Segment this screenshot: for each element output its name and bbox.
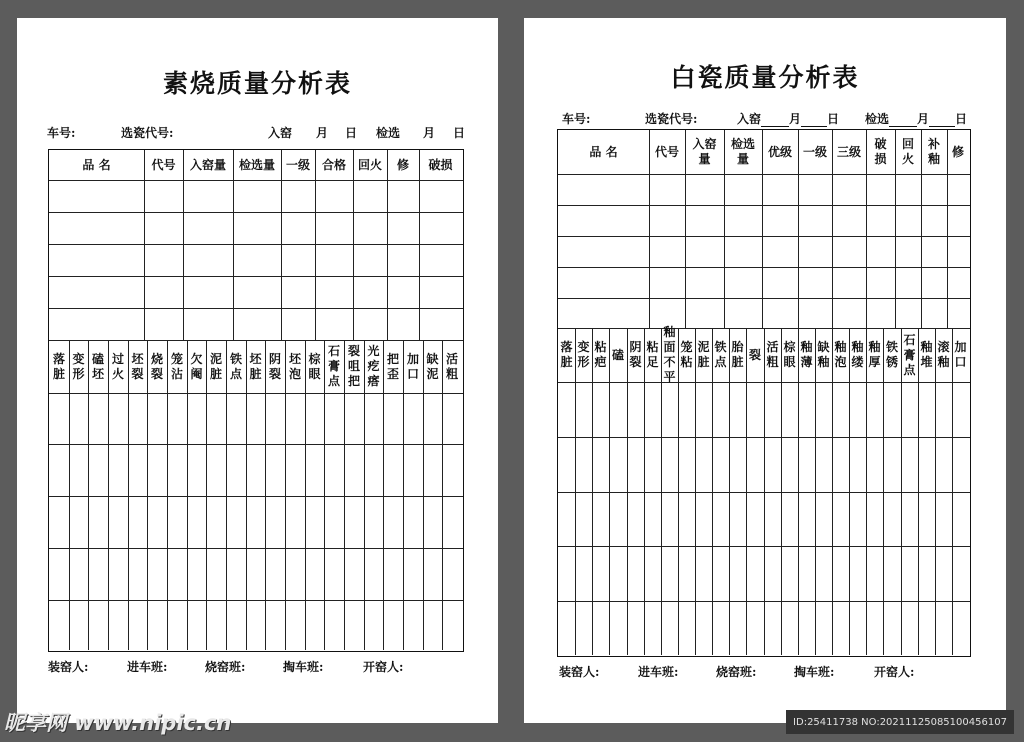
- defect-header-cell: [746, 328, 764, 382]
- header-cell-label: 入窑 量: [692, 137, 717, 166]
- header-cell: [921, 130, 947, 174]
- defect-header-cell: [644, 328, 661, 382]
- defect-header-cell-label: 坯 泡: [288, 351, 301, 381]
- header-cell: [387, 150, 419, 180]
- header-cell-label: 回火: [357, 157, 382, 172]
- header-cell-label: 入窑量: [189, 157, 226, 172]
- sheet2-in-kiln-day-blank[interactable]: [801, 115, 827, 127]
- header-cell-label: 检选量: [238, 157, 275, 172]
- defect-header-cell-label: 光 疙 瘩: [367, 344, 380, 388]
- defect-header-cell-label: 加 口: [954, 340, 967, 369]
- row-rule: [49, 548, 463, 549]
- defect-header-cell-label: 坯 脏: [249, 351, 262, 381]
- sheet2-car-no-label: 车号:: [562, 112, 591, 126]
- header-cell-label: 破 损: [874, 137, 887, 166]
- header-cell: [144, 150, 183, 180]
- header-cell: [832, 130, 866, 174]
- defect-header-cell-label: 铁 点: [714, 340, 727, 369]
- sheet1-title: 素烧质量分析表: [162, 69, 352, 98]
- defect-header-cell-label: 磕: [611, 347, 624, 362]
- header-cell-label: 优级: [767, 144, 792, 159]
- header-cell: [866, 130, 895, 174]
- sheet-bisque-quality-form: [17, 18, 498, 723]
- defect-header-cell: [364, 340, 383, 393]
- defect-header-cell: [849, 328, 866, 382]
- header-cell-label: 代号: [151, 157, 176, 172]
- defect-header-cell-label: 缺 釉: [817, 340, 830, 369]
- row-rule: [49, 308, 463, 309]
- sheet2-footer-opener: 开窑人:: [874, 665, 915, 679]
- row-rule: [558, 267, 970, 268]
- sheet1-selector-code-label: 选瓷代号:: [121, 126, 174, 140]
- header-cell: [183, 150, 233, 180]
- defect-header-cell-label: 活 粗: [445, 351, 458, 381]
- header-cell: [315, 150, 353, 180]
- sheet1-inspect-day: 日: [453, 126, 466, 140]
- sheet2-footer-car-in: 进车班:: [638, 665, 679, 679]
- defect-header-cell-label: 釉 薄: [800, 340, 813, 369]
- header-cell: [49, 150, 144, 180]
- defect-header-cell: [575, 328, 592, 382]
- defect-header-cell-label: 胎 脏: [731, 340, 744, 369]
- sheet2-title: 白瓷质量分析表: [670, 63, 860, 92]
- header-cell-label: 一级: [285, 157, 310, 172]
- row-rule: [49, 600, 463, 601]
- defect-header-cell: [558, 328, 575, 382]
- defect-header-cell: [764, 328, 781, 382]
- row-rule: [49, 276, 463, 277]
- sheet2-footer-loader: 装窑人:: [559, 665, 600, 679]
- defect-header-cell-label: 笼 沾: [170, 351, 183, 381]
- sheet1-footer-firing: 烧窑班:: [205, 660, 246, 674]
- defect-header-cell-label: 笼 粘: [680, 340, 693, 369]
- defect-header-cell: [226, 340, 246, 393]
- sheet2-inspect-label: 检选: [865, 112, 890, 126]
- defect-header-cell-label: 阴 裂: [268, 351, 281, 381]
- defect-header-cell: [403, 340, 423, 393]
- defect-header-cell: [442, 340, 462, 393]
- defect-header-cell: [49, 340, 69, 393]
- header-cell: [419, 150, 462, 180]
- sheet2-in-kiln-month-blank[interactable]: [761, 115, 789, 127]
- defect-header-cell-label: 坯 裂: [131, 351, 144, 381]
- sheet2-inspect-month: 月: [917, 112, 930, 126]
- defect-header-cell: [798, 328, 815, 382]
- sheet2-inspect-month-blank[interactable]: [889, 115, 917, 127]
- defect-header-cell: [423, 340, 442, 393]
- sheet2-inspect-day: 日: [955, 112, 968, 126]
- defect-header-cell-label: 石 膏 点: [327, 344, 340, 388]
- row-rule: [49, 393, 463, 394]
- defect-header-cell-label: 过 火: [111, 351, 124, 381]
- sheet1-in-kiln-label: 入窑: [268, 126, 293, 140]
- header-cell: [895, 130, 921, 174]
- defect-header-cell-label: 石 膏 点: [903, 332, 916, 377]
- row-rule: [49, 244, 463, 245]
- defect-header-cell: [935, 328, 952, 382]
- sheet2-selector-code-label: 选瓷代号:: [645, 112, 698, 126]
- sheet1-inspect-month: 月: [423, 126, 436, 140]
- defect-header-cell: [678, 328, 695, 382]
- defect-header-cell-label: 变 形: [577, 340, 590, 369]
- header-cell-label: 品 名: [82, 157, 111, 172]
- defect-header-cell: [187, 340, 206, 393]
- defect-header-cell: [305, 340, 324, 393]
- defect-header-cell: [815, 328, 832, 382]
- row-rule: [558, 298, 970, 299]
- header-cell-label: 三级: [836, 144, 861, 159]
- sheet2-in-kiln-day: 日: [827, 112, 840, 126]
- header-cell: [685, 130, 724, 174]
- sheet1-table: [48, 149, 464, 652]
- sheet1-footer-car-in: 进车班:: [127, 660, 168, 674]
- sheet1-footer-car-out: 掏车班:: [283, 660, 324, 674]
- header-cell-label: 修: [951, 144, 964, 159]
- defect-header-cell: [729, 328, 746, 382]
- defect-header-cell-label: 裂: [748, 347, 761, 362]
- defect-header-cell: [206, 340, 226, 393]
- defect-header-cell: [246, 340, 265, 393]
- defect-header-cell: [592, 328, 609, 382]
- defect-header-cell-label: 铁 点: [229, 351, 242, 381]
- header-cell: [947, 130, 969, 174]
- sheet-white-porcelain-quality-form: [524, 18, 1006, 723]
- header-cell: [762, 130, 798, 174]
- header-cell-label: 合格: [321, 157, 346, 172]
- defect-header-cell-label: 釉 堆: [920, 340, 933, 369]
- defect-header-cell: [832, 328, 849, 382]
- defect-header-cell: [344, 340, 364, 393]
- row-rule: [49, 444, 463, 445]
- defect-header-cell: [108, 340, 128, 393]
- defect-header-cell-label: 滚 釉: [937, 340, 950, 369]
- header-cell-label: 一级: [802, 144, 827, 159]
- row-rule: [49, 496, 463, 497]
- sheet2-footer-firing: 烧窑班:: [716, 665, 757, 679]
- image-id-badge: ID:25411738 NO:20211125085100456107: [786, 710, 1014, 734]
- defect-header-cell: [285, 340, 305, 393]
- sheet2-inspect-row: [865, 110, 967, 127]
- defect-header-cell: [883, 328, 901, 382]
- defect-header-cell-label: 泥 脏: [697, 340, 710, 369]
- header-cell-label: 回 火: [901, 137, 914, 166]
- header-cell-label: 修: [396, 157, 409, 172]
- sheet2-in-kiln-label: 入窑: [737, 112, 762, 126]
- sheet2-in-kiln-month: 月: [789, 112, 802, 126]
- sheet1-in-kiln-month: 月: [316, 126, 329, 140]
- defect-header-cell: [952, 328, 969, 382]
- defect-header-cell-label: 落 脏: [52, 351, 65, 381]
- header-cell: [649, 130, 685, 174]
- defect-header-cell-label: 磕 坯: [91, 351, 104, 381]
- defect-header-cell-label: 棕 眼: [308, 351, 321, 381]
- defect-header-cell: [265, 340, 285, 393]
- defect-header-cell: [324, 340, 344, 393]
- header-cell-label: 破损: [428, 157, 453, 172]
- row-rule: [558, 174, 970, 175]
- defect-header-cell: [901, 328, 918, 382]
- defect-header-cell: [695, 328, 712, 382]
- defect-header-cell-label: 加 口: [406, 351, 419, 381]
- defect-header-cell: [383, 340, 403, 393]
- defect-header-cell-label: 阴 裂: [629, 340, 642, 369]
- header-cell-label: 检选 量: [730, 137, 755, 166]
- sheet2-table: [557, 129, 971, 657]
- defect-header-cell: [866, 328, 883, 382]
- defect-header-cell-label: 变 形: [72, 351, 85, 381]
- sheet1-car-no-label: 车号:: [47, 126, 76, 140]
- header-cell-label: 代号: [654, 144, 679, 159]
- header-cell-label: 品 名: [589, 144, 618, 159]
- defect-header-cell-label: 活 粗: [766, 340, 779, 369]
- defect-header-cell-label: 釉 泡: [834, 340, 847, 369]
- defect-header-cell: [918, 328, 935, 382]
- sheet2-inspect-day-blank[interactable]: [929, 115, 955, 127]
- header-cell: [353, 150, 387, 180]
- defect-header-cell-label: 粘 足: [646, 340, 659, 369]
- defect-header-cell: [627, 328, 644, 382]
- header-cell: [798, 130, 832, 174]
- defect-header-cell-label: 落 脏: [560, 340, 573, 369]
- defect-header-cell-label: 铁 锈: [885, 340, 898, 369]
- defect-header-cell-label: 泥 脏: [209, 351, 222, 381]
- defect-header-cell-label: 把 歪: [386, 351, 399, 381]
- sheet1-inspect-label: 检选: [376, 126, 401, 140]
- header-cell: [233, 150, 281, 180]
- defect-header-cell-label: 缺 泥: [426, 351, 439, 381]
- row-rule: [49, 180, 463, 181]
- row-rule: [558, 236, 970, 237]
- sheet2-in-kiln-row: [737, 110, 839, 127]
- defect-header-cell-label: 釉 缕: [851, 340, 864, 369]
- header-cell: [558, 130, 649, 174]
- sheet2-footer-car-out: 掏车班:: [794, 665, 835, 679]
- defect-header-cell: [661, 325, 678, 384]
- header-cell: [724, 130, 762, 174]
- header-cell: [281, 150, 315, 180]
- defect-header-cell-label: 釉 厚: [868, 340, 881, 369]
- defect-header-cell: [88, 340, 108, 393]
- defect-header-cell: [781, 328, 798, 382]
- defect-header-cell: [167, 340, 187, 393]
- defect-header-cell: [69, 340, 88, 393]
- row-rule: [49, 212, 463, 213]
- row-rule: [558, 205, 970, 206]
- defect-header-cell-label: 欠 阉: [190, 351, 203, 381]
- defect-header-cell: [609, 328, 627, 382]
- watermark-logo: 昵享网 www.nipic.cn: [4, 711, 232, 735]
- defect-header-cell: [147, 340, 167, 393]
- defect-header-cell: [712, 328, 729, 382]
- defect-header-cell: [128, 340, 147, 393]
- defect-header-cell-label: 烧 裂: [150, 351, 163, 381]
- defect-header-cell-label: 釉 面 不 平: [663, 325, 676, 384]
- sheet1-footer-opener: 开窑人:: [363, 660, 404, 674]
- header-cell-label: 补 釉: [927, 137, 940, 166]
- sheet1-footer-loader: 装窑人:: [48, 660, 89, 674]
- sheet1-in-kiln-day: 日: [345, 126, 358, 140]
- defect-header-cell-label: 裂 咀 把: [347, 344, 360, 388]
- defect-header-cell-label: 粘 疤: [594, 340, 607, 369]
- defect-header-cell-label: 棕 眼: [783, 340, 796, 369]
